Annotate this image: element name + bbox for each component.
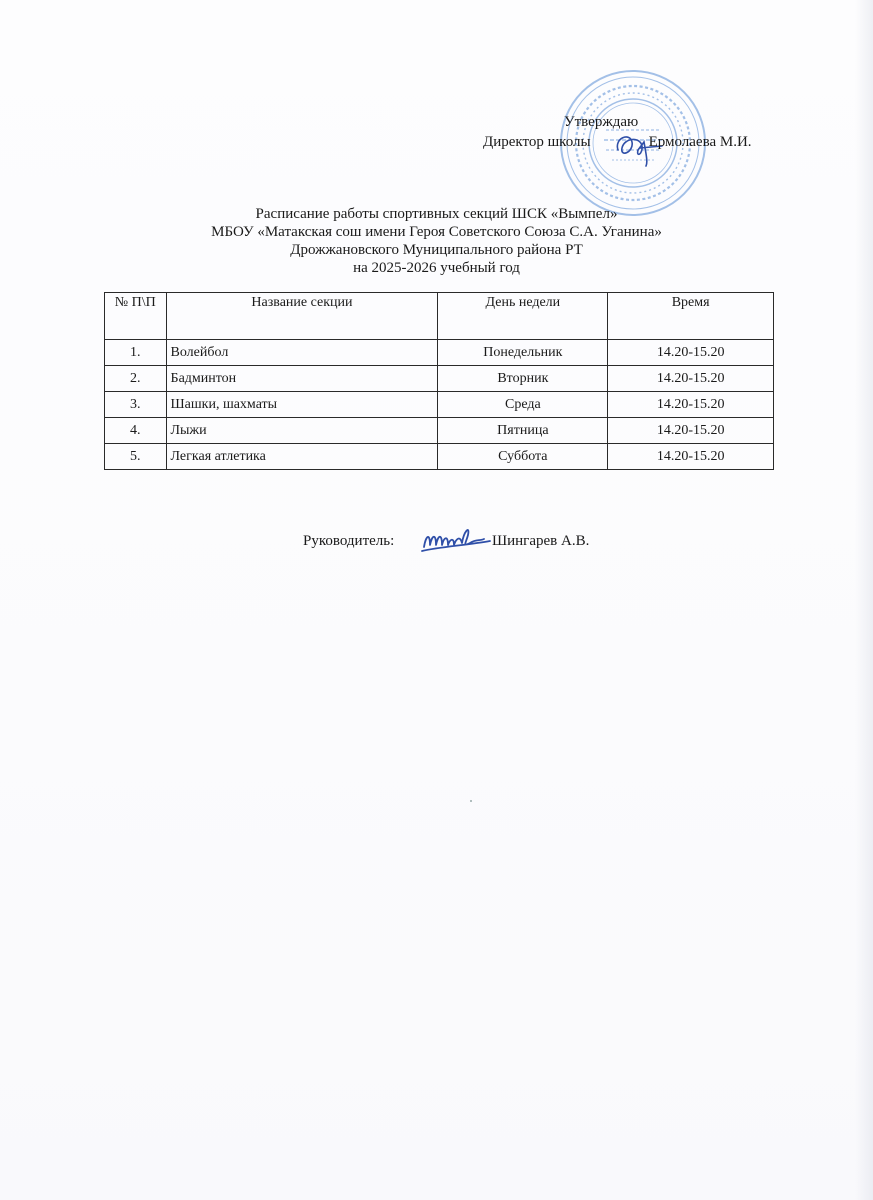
title-line-1: Расписание работы спортивных секций ШСК «Вымпел» bbox=[255, 206, 618, 222]
document-title bbox=[0, 205, 873, 277]
table-row bbox=[105, 444, 774, 470]
scan-edge-shading bbox=[855, 0, 873, 1200]
head-name: Шингарев А.В. bbox=[492, 533, 590, 549]
row-section: Шашки, шахматы bbox=[166, 392, 438, 418]
row-section: Легкая атлетика bbox=[166, 444, 438, 470]
header-number: № П\П bbox=[105, 293, 167, 340]
row-number: 2. bbox=[105, 366, 167, 392]
title-line-4: на 2025-2026 учебный год bbox=[353, 260, 520, 276]
row-section: Лыжи bbox=[166, 418, 438, 444]
row-time: 14.20-15.20 bbox=[608, 392, 774, 418]
table-row bbox=[105, 340, 774, 366]
row-day: Вторник bbox=[438, 366, 608, 392]
approval-name: Ермолаева М.И. bbox=[648, 134, 752, 150]
header-day: День недели bbox=[438, 293, 608, 340]
row-time: 14.20-15.20 bbox=[608, 444, 774, 470]
row-day: Понедельник bbox=[438, 340, 608, 366]
table-row bbox=[105, 392, 774, 418]
row-number: 3. bbox=[105, 392, 167, 418]
row-time: 14.20-15.20 bbox=[608, 418, 774, 444]
schedule-table bbox=[104, 292, 774, 470]
scan-speck bbox=[470, 800, 472, 802]
table-header-row bbox=[105, 293, 774, 340]
approval-role: Директор школы bbox=[483, 134, 591, 150]
row-number: 4. bbox=[105, 418, 167, 444]
row-time: 14.20-15.20 bbox=[608, 340, 774, 366]
approval-signature-line bbox=[483, 132, 752, 152]
row-day: Среда bbox=[438, 392, 608, 418]
approval-heading: Утверждаю bbox=[564, 114, 639, 130]
header-section: Название секции bbox=[166, 293, 438, 340]
row-number: 5. bbox=[105, 444, 167, 470]
title-line-2: МБОУ «Матакская сош имени Героя Советского Союза С.А. Уганина» bbox=[211, 224, 662, 240]
row-time: 14.20-15.20 bbox=[608, 366, 774, 392]
table-row bbox=[105, 366, 774, 392]
row-section: Волейбол bbox=[166, 340, 438, 366]
row-day: Пятница bbox=[438, 418, 608, 444]
row-number: 1. bbox=[105, 340, 167, 366]
title-line-3: Дрожжановского Муниципального района РТ bbox=[290, 242, 583, 258]
header-time: Время bbox=[608, 293, 774, 340]
head-signature-icon bbox=[418, 521, 498, 557]
head-label: Руководитель: bbox=[303, 533, 395, 549]
table-row bbox=[105, 418, 774, 444]
row-day: Суббота bbox=[438, 444, 608, 470]
row-section: Бадминтон bbox=[166, 366, 438, 392]
